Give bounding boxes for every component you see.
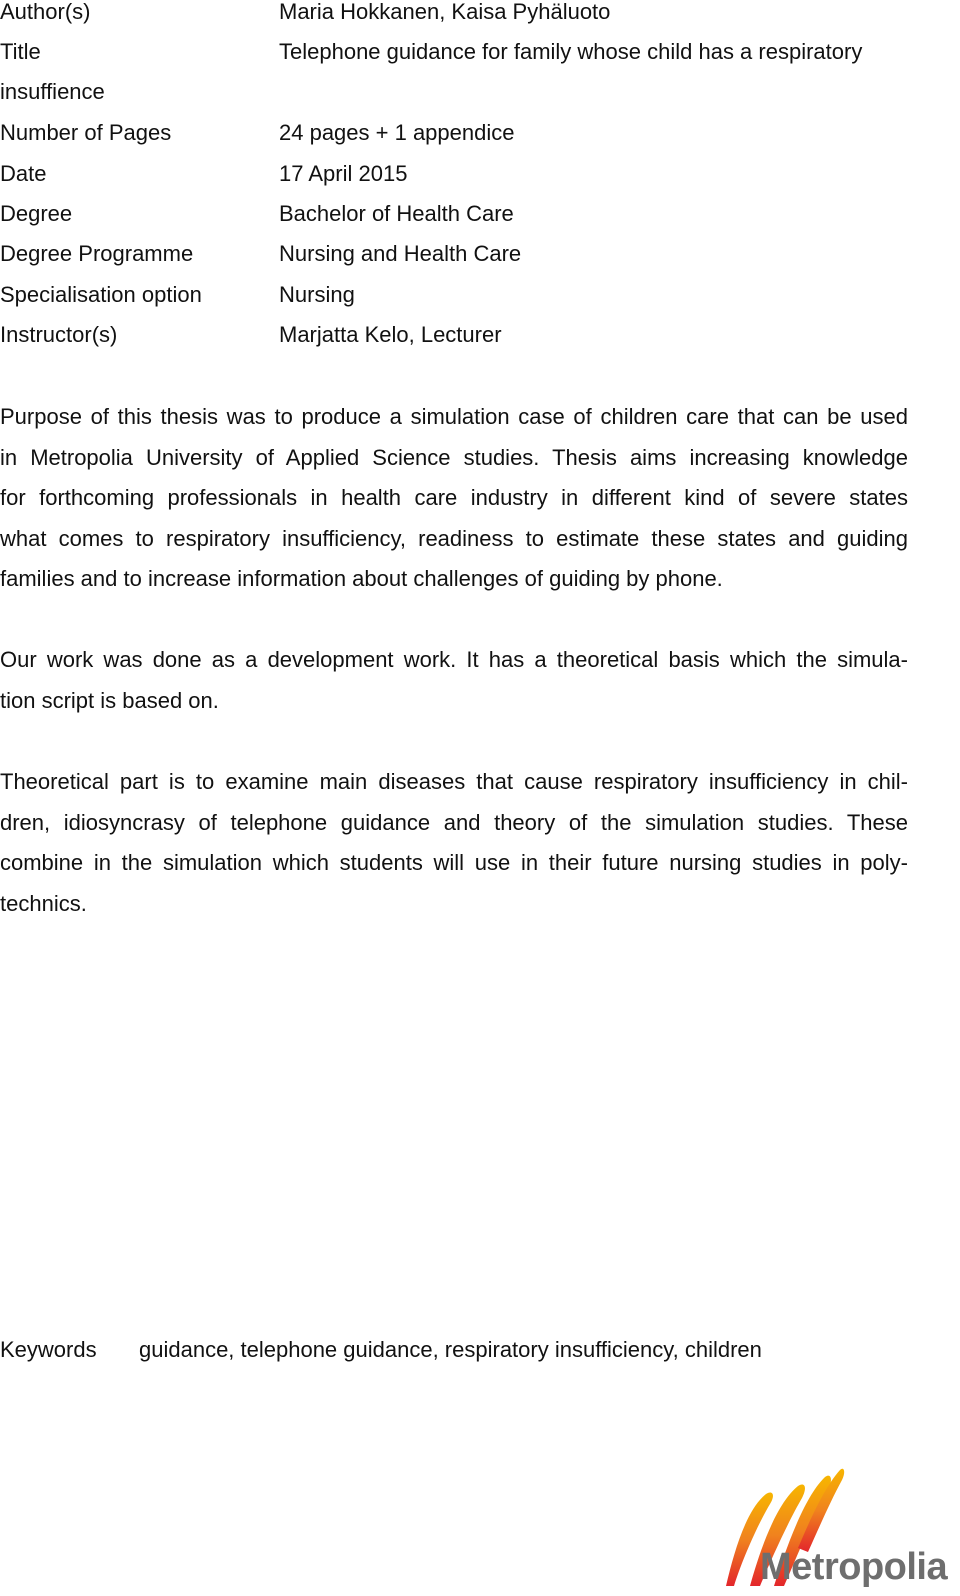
keywords-label: Keywords xyxy=(0,1337,97,1362)
meta-value-pages: 24 pages + 1 appendice xyxy=(279,120,515,145)
paragraph-line: dren, idiosyncrasy of telephone guidance and theory of the simulation studies. These xyxy=(0,809,908,835)
metropolia-logo-text: Metropolia xyxy=(760,1546,948,1588)
abstract-paragraph-3 xyxy=(0,762,908,924)
abstract-paragraph-1 xyxy=(0,397,908,600)
meta-value-authors: Maria Hokkanen, Kaisa Pyhäluoto xyxy=(279,0,611,24)
meta-label-specialisation: Specialisation option xyxy=(0,282,202,307)
meta-label-authors: Author(s) xyxy=(0,0,91,24)
paragraph-line: in Metropolia University of Applied Science studies. Thesis aims increasing knowledge xyxy=(0,444,908,470)
meta-label-date: Date xyxy=(0,161,47,186)
paragraph-line: Our work was done as a development work. It has a theoretical basis which the simula- xyxy=(0,647,908,672)
paragraph-line: for forthcoming professionals in health care industry in different kind of severe states xyxy=(0,485,908,511)
paragraph-line: combine in the simulation which students will use in their future nursing studies in poly- xyxy=(0,850,908,876)
paragraph-line: technics. xyxy=(0,890,87,916)
meta-value-programme: Nursing and Health Care xyxy=(279,241,522,266)
paragraph-line: what comes to respiratory insufficiency, readiness to estimate these states and guiding xyxy=(0,525,908,551)
abstract-paragraph-2 xyxy=(0,640,908,721)
paragraph-line: Purpose of this thesis was to produce a simulation case of children care that can be used xyxy=(0,404,908,429)
paragraph-line: tion script is based on. xyxy=(0,687,219,713)
meta-label-title: Title xyxy=(0,39,41,64)
meta-value-degree: Bachelor of Health Care xyxy=(279,201,514,226)
paragraph-line: families and to increase information about challenges of guiding by phone. xyxy=(0,566,723,592)
meta-value-specialisation: Nursing xyxy=(279,282,355,307)
meta-value-title-continuation: insuffience xyxy=(0,79,105,104)
keywords-value: guidance, telephone guidance, respiratory insufficiency, children xyxy=(139,1337,762,1362)
meta-value-title: Telephone guidance for family whose child has a respiratory xyxy=(279,39,863,64)
meta-value-date: 17 April 2015 xyxy=(279,161,408,186)
meta-label-programme: Degree Programme xyxy=(0,241,194,266)
meta-label-pages: Number of Pages xyxy=(0,120,172,145)
paragraph-line: Theoretical part is to examine main diseases that cause respiratory insufficiency in chil- xyxy=(0,769,908,794)
meta-value-instructors: Marjatta Kelo, Lecturer xyxy=(279,322,502,347)
meta-label-degree: Degree xyxy=(0,201,73,226)
meta-label-instructors: Instructor(s) xyxy=(0,322,118,347)
